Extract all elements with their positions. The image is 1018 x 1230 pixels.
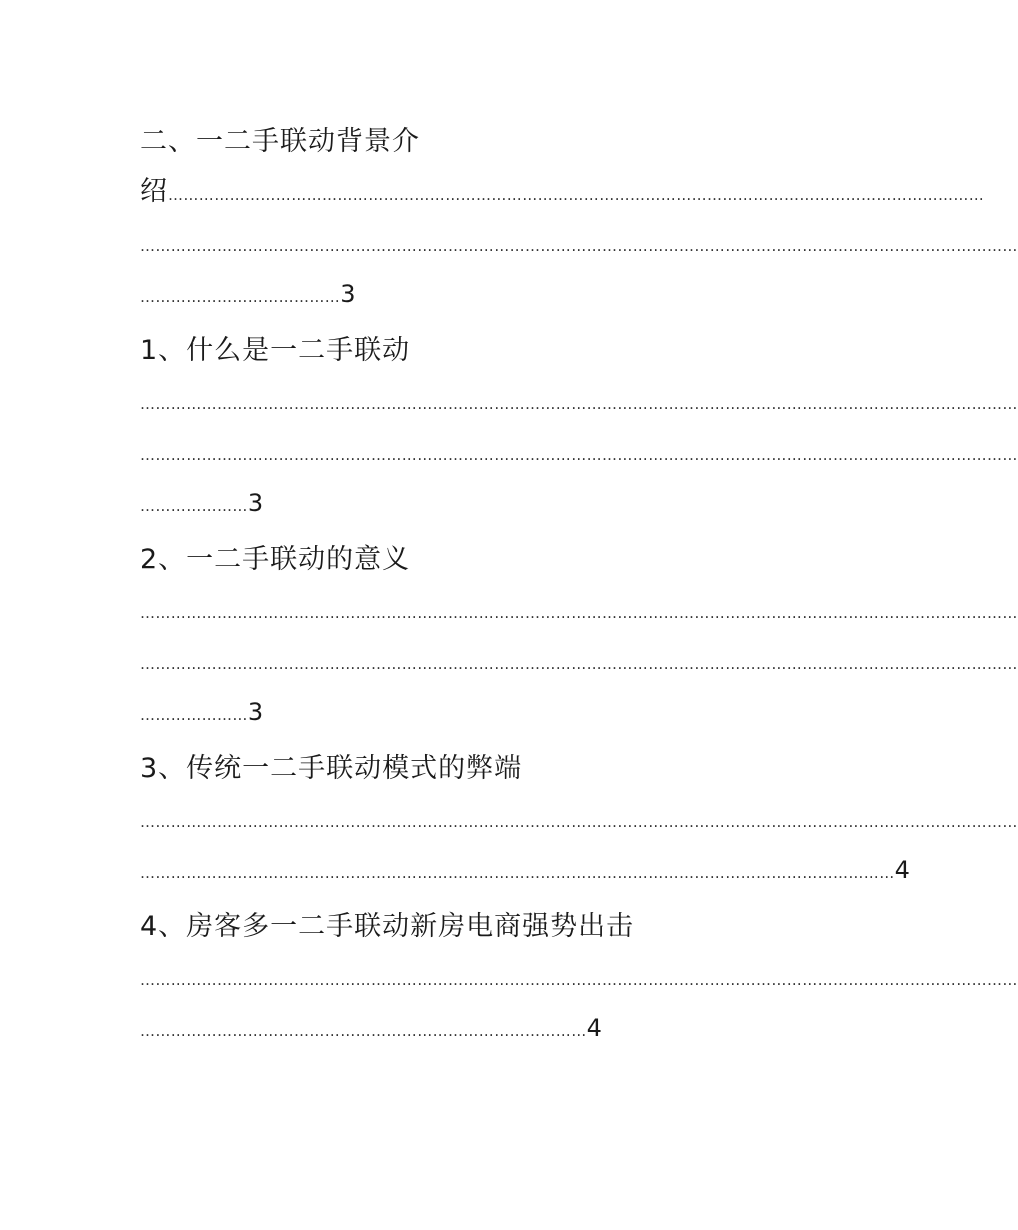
toc-leader-line	[140, 584, 1018, 635]
table-of-contents	[140, 118, 1018, 1053]
toc-entry-fangkeduo[interactable]	[140, 903, 1018, 1053]
dot-leader: ………………………………………………………………………………………………………………………………………………………	[140, 813, 1018, 831]
toc-leader-line	[140, 951, 1018, 1002]
dot-leader: …………………	[140, 497, 248, 515]
toc-entry-title-line	[140, 903, 806, 951]
toc-leader-line	[140, 375, 1018, 426]
toc-entry-title-line	[140, 745, 806, 793]
toc-entry-background[interactable]	[140, 118, 1018, 319]
toc-entry-title-continued: 绍	[140, 176, 168, 207]
toc-leader-line	[140, 686, 806, 737]
toc-entry-significance[interactable]	[140, 536, 1018, 737]
page-number: 3	[247, 698, 264, 726]
dot-leader: ………………………………………………………………………………………………………………………………………………………	[140, 446, 1018, 464]
dot-leader: ……………………………………………………………………………………………………………………………………………	[168, 186, 985, 204]
toc-entry-title: 二、一二手联动背景介	[140, 126, 420, 157]
toc-entry-title-line	[140, 536, 806, 584]
dot-leader: ………………………………………………………………………………………………………………………………………………………	[140, 971, 1018, 989]
toc-leader-line	[140, 217, 1018, 268]
toc-entry-what-is[interactable]	[140, 327, 1018, 528]
toc-leader-line	[140, 268, 806, 319]
dot-leader: ………………………………………………………………………………………………………………………………………………………	[140, 655, 1018, 673]
toc-entry-title-line	[140, 118, 806, 166]
toc-entry-title-line	[140, 327, 806, 375]
dot-leader: …………………………………………………………………………………………………………………………………	[140, 864, 895, 882]
page-number: 4	[894, 856, 910, 884]
dot-leader: ………………………………………………………………………………………………………………………………………………………	[140, 395, 1018, 413]
toc-leader-line	[140, 426, 1018, 477]
toc-leader-line	[140, 635, 1018, 686]
page-number: 3	[247, 489, 264, 517]
page-number: 4	[586, 1014, 602, 1042]
dot-leader: ……………………………………………………………………………	[140, 1022, 587, 1040]
toc-leader-line	[140, 793, 1018, 844]
dot-leader: …………………………………	[140, 288, 341, 306]
page-number: 3	[340, 280, 356, 308]
toc-entry-title: 2、一二手联动的意义	[140, 544, 411, 575]
dot-leader: ………………………………………………………………………………………………………………………………………………………	[140, 237, 1018, 255]
dot-leader: …………………	[140, 706, 248, 724]
dot-leader: ………………………………………………………………………………………………………………………………………………………	[140, 604, 1018, 622]
toc-entry-drawbacks[interactable]	[140, 745, 1018, 895]
toc-entry-title: 1、什么是一二手联动	[140, 335, 411, 366]
toc-entry-title: 3、传统一二手联动模式的弊端	[140, 753, 523, 784]
toc-leader-line	[140, 477, 806, 528]
toc-leader-line	[140, 844, 910, 895]
toc-leader-line	[140, 1002, 806, 1053]
toc-entry-title: 4、房客多一二手联动新房电商强势出击	[140, 911, 635, 942]
toc-leader-line	[140, 166, 985, 217]
